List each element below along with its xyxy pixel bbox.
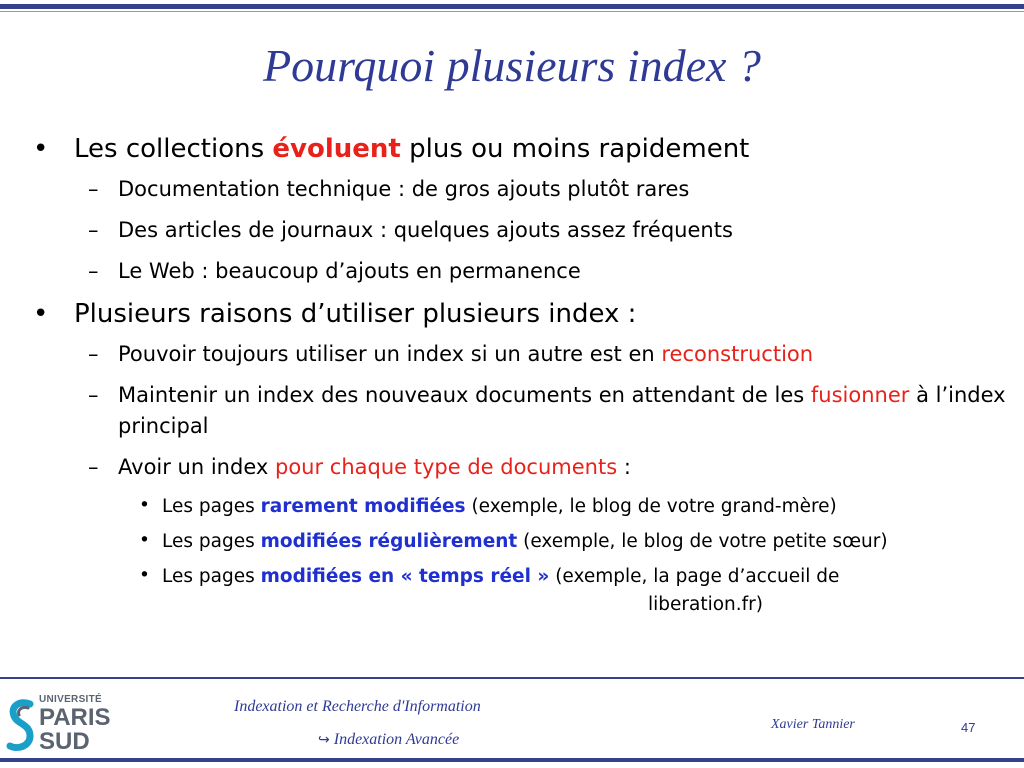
sub-bullet-1-1-text: Documentation technique : de gros ajouts plutôt rares [118, 177, 690, 201]
sub-sub-bullet-3-before: Les pages [162, 566, 261, 587]
sub-bullet-2-3 [30, 452, 1015, 483]
bullet-2-text: Plusieurs raisons d’utiliser plusieurs index : [74, 299, 637, 329]
sub-bullet-1-1 [30, 174, 1015, 205]
sub-bullet-2-3-before: Avoir un index [118, 455, 275, 479]
sub-bullet-1-3 [30, 256, 1015, 287]
top-rule-thin [0, 11, 1024, 12]
bullet-1-text-before: Les collections [74, 134, 273, 164]
bullet-dot-icon: • [33, 134, 49, 164]
sub-sub-bullet-2-before: Les pages [162, 531, 261, 552]
small-bullet-icon: • [139, 495, 150, 516]
page-number: 47 [961, 720, 976, 735]
bullet-1-text-after: plus ou moins rapidement [400, 134, 750, 164]
dash-icon: – [88, 218, 99, 242]
slide-content [30, 132, 1015, 626]
hook-arrow-icon: ↪ [318, 732, 330, 748]
bottom-rule [0, 758, 1024, 762]
sub-sub-bullet-3-after-line2: liberation.fr) [648, 594, 764, 615]
sub-bullet-2-1-before: Pouvoir toujours utiliser un index si un autre est en [118, 342, 662, 366]
sub-bullet-2-2-after: à l’index principal [118, 383, 1006, 438]
sub-bullet-2-1-highlight: reconstruction [661, 342, 814, 366]
dash-icon: – [88, 383, 99, 407]
logo-line-sud: SUD [39, 728, 90, 755]
sub-sub-bullet-3-after: (exemple, la page d’accueil de [549, 566, 840, 587]
sub-bullet-2-2 [30, 380, 1015, 442]
bullet-dot-icon: • [33, 299, 49, 329]
footer-author: Xavier Tannier [771, 717, 855, 732]
dash-icon: – [88, 177, 99, 201]
dash-icon: – [88, 455, 99, 479]
paris-sud-s-logo-icon [6, 698, 36, 754]
sub-bullet-1-2 [30, 215, 1015, 246]
small-bullet-icon: • [139, 530, 150, 551]
sub-bullet-1-2-text: Des articles de journaux : quelques ajouts assez fréquents [118, 218, 733, 242]
sub-sub-bullet-1-before: Les pages [162, 496, 261, 517]
sub-sub-bullet-1 [30, 493, 1015, 521]
sub-sub-bullet-3 [30, 563, 1015, 619]
bullet-1 [30, 132, 1015, 166]
sub-bullet-2-3-after: : [617, 455, 631, 479]
footer-course-title: Indexation et Recherche d'Information [234, 698, 481, 715]
logo-line-paris: PARIS [39, 704, 111, 731]
sub-sub-bullet-2-highlight: modifiées régulièrement [260, 531, 518, 552]
dash-icon: – [88, 342, 99, 366]
footer-subtitle [318, 731, 459, 749]
sub-sub-bullet-2-after: (exemple, le blog de votre petite sœur) [517, 531, 888, 552]
sub-bullet-2-2-before: Maintenir un index des nouveaux documents en attendant de les [118, 383, 811, 407]
footer-subtitle-text: Indexation Avancée [333, 731, 460, 748]
dash-icon: – [88, 259, 99, 283]
small-bullet-icon: • [139, 565, 150, 586]
sub-sub-bullet-1-highlight: rarement modifiées [260, 496, 466, 517]
sub-bullet-2-3-highlight: pour chaque type de documents [274, 455, 618, 479]
sub-sub-bullet-1-after: (exemple, le blog de votre grand-mère) [465, 496, 837, 517]
bullet-1-highlight: évoluent [272, 134, 401, 164]
logo-line-universite: UNIVERSITÉ [39, 694, 103, 705]
university-logo [6, 694, 116, 758]
top-rule [0, 4, 1024, 9]
sub-bullet-1-3-text: Le Web : beaucoup d’ajouts en permanence [118, 259, 581, 283]
footer-rule [0, 677, 1024, 679]
bullet-2 [30, 297, 1015, 331]
sub-bullet-2-2-highlight: fusionner [810, 383, 910, 407]
slide-title: Pourquoi plusieurs index ? [263, 40, 761, 91]
sub-bullet-2-1 [30, 339, 1015, 370]
sub-sub-bullet-2 [30, 528, 1015, 556]
sub-sub-bullet-3-highlight: modifiées en « temps réel » [260, 566, 550, 587]
